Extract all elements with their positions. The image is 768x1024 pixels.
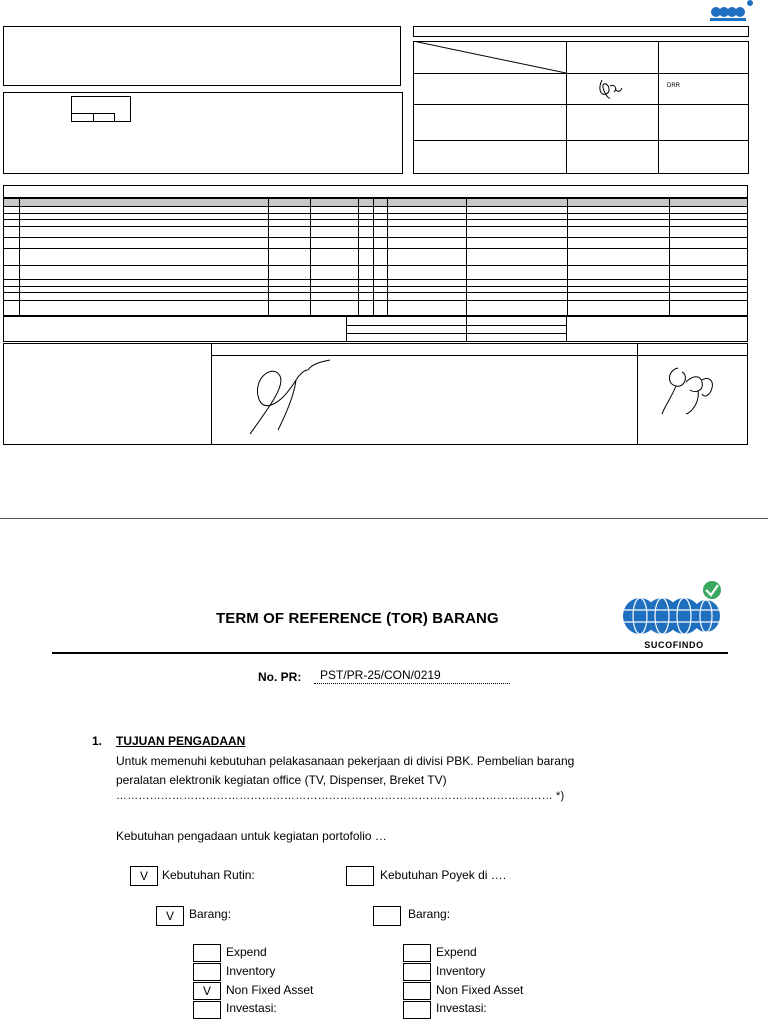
- left-item-checkbox-3[interactable]: [193, 1001, 221, 1019]
- goods-checkbox-right[interactable]: [373, 906, 401, 926]
- right-item-checkbox-1[interactable]: [403, 963, 431, 981]
- right-item-label-3: Investasi:: [436, 1001, 487, 1015]
- right-item-label-0: Expend: [436, 945, 477, 959]
- approval-title-bar: [413, 26, 749, 37]
- diagonal-header-line: [413, 41, 566, 73]
- right-item-checkbox-0[interactable]: [403, 944, 431, 962]
- left-item-checkbox-0[interactable]: [193, 944, 221, 962]
- items-table-title: [3, 185, 748, 198]
- approval-cell-text: DRR: [667, 83, 680, 89]
- goods-label-right: Barang:: [408, 907, 451, 921]
- pr-dotted-underline: [314, 683, 510, 684]
- left-item-label-3: Investasi:: [226, 1001, 277, 1015]
- left-item-label-0: Expend: [226, 945, 267, 959]
- section-number: 1.: [92, 734, 103, 748]
- left-item-checkbox-2[interactable]: V: [193, 982, 221, 1000]
- page-divider: [0, 518, 768, 519]
- totals-cells: [346, 316, 567, 342]
- portfolio-text: Kebutuhan pengadaan untuk kegiatan portofolio …: [116, 829, 387, 843]
- form-small-cell-2: [93, 113, 115, 122]
- goods-checkbox-left[interactable]: V: [156, 906, 184, 926]
- project-label: Kebutuhan Poyek di ….: [380, 868, 507, 882]
- signature-large: [240, 356, 340, 444]
- logo-text: SUCOFINDO: [644, 640, 704, 650]
- project-checkbox[interactable]: [346, 866, 374, 886]
- paragraph-line-1: Untuk memenuhi kebutuhan pelakasanaan pekerjaan di divisi PBK. Pembelian barang: [116, 754, 575, 768]
- goods-label-left: Barang:: [189, 907, 232, 921]
- form-box-info: [3, 92, 403, 174]
- pr-value: PST/PR-25/CON/0219: [320, 668, 441, 682]
- signature-right: [656, 360, 722, 422]
- dotted-continuation: ……………………………………………………………………………………………………… *): [116, 790, 565, 802]
- approval-signature: [594, 74, 624, 102]
- left-item-label-1: Inventory: [226, 964, 276, 978]
- sucofindo-logo: [618, 578, 728, 652]
- form-box-header: [3, 26, 401, 86]
- form-small-cell-1: [71, 113, 94, 122]
- title-rule: [52, 652, 728, 654]
- pr-label: No. PR:: [258, 670, 302, 684]
- left-item-checkbox-1[interactable]: [193, 963, 221, 981]
- tor-title: TERM OF REFERENCE (TOR) BARANG: [216, 610, 499, 627]
- paragraph-line-2: peralatan elektronik kegiatan office (TV, Dispenser, Breket TV): [116, 773, 447, 787]
- routine-checkbox[interactable]: V: [130, 866, 158, 886]
- sucofindo-logo-small: [706, 0, 754, 22]
- right-item-checkbox-3[interactable]: [403, 1001, 431, 1019]
- right-item-label-1: Inventory: [436, 964, 486, 978]
- left-item-label-2: Non Fixed Asset: [226, 983, 314, 997]
- right-item-checkbox-2[interactable]: [403, 982, 431, 1000]
- section-title: TUJUAN PENGADAAN: [116, 734, 246, 748]
- right-item-label-2: Non Fixed Asset: [436, 983, 524, 997]
- routine-label: Kebutuhan Rutin:: [162, 868, 255, 882]
